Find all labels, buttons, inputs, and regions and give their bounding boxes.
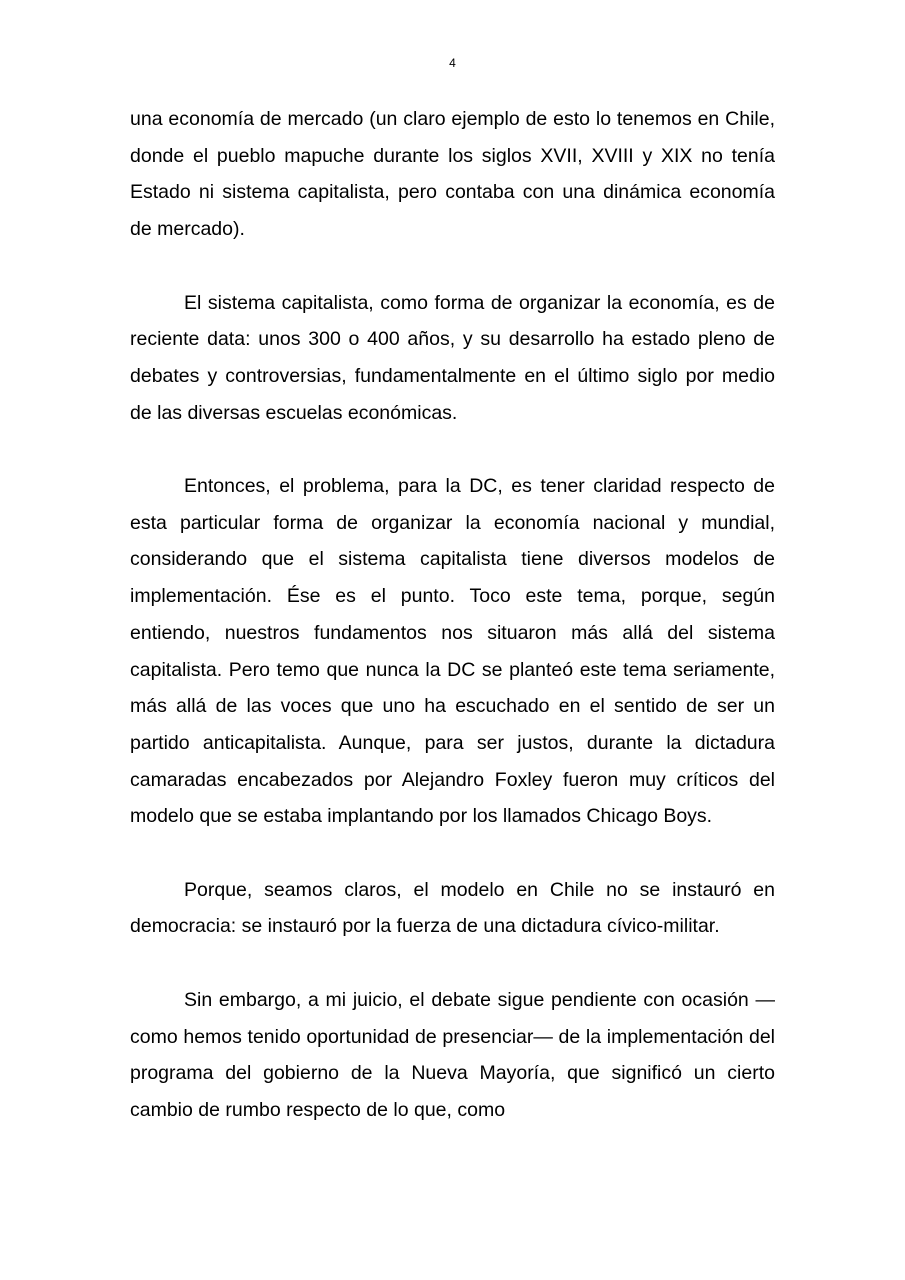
paragraph-5: Sin embargo, a mi juicio, el debate sigue pendiente con ocasión —como hemos tenido oportunidad de presenciar— de la implementación del programa del gobierno de la Nueva Mayoría, que significó un cierto cambio de rumbo respecto de lo que, como xyxy=(130,988,775,1121)
paragraph-2: El sistema capitalista, como forma de organizar la economía, es de reciente data: unos 300 o 400 años, y su desarrollo ha estado pleno de debates y controversias, fundamentalmente en el último siglo por medio de las diversas escuelas económicas. xyxy=(130,291,775,424)
page-number: 4 xyxy=(449,56,456,70)
body-text xyxy=(130,101,775,1165)
paragraph-3: Entonces, el problema, para la DC, es tener claridad respecto de esta particular forma de organizar la economía nacional y mundial, considerando que el sistema capitalista tiene diversos modelos de implementación. Ése es el punto. Toco este tema, porque, según entiendo, nuestros fundamentos nos situaron más allá del sistema capitalista. Pero temo que nunca la DC se planteó este tema seriamente, más allá de las voces que uno ha escuchado en el sentido de ser un partido anticapitalista. Aunque, para ser justos, durante la dictadura camaradas encabezados por Alejandro Foxley fueron muy críticos del modelo que se estaba implantando por los llamados Chicago Boys. xyxy=(130,475,775,828)
paragraph-4: Porque, seamos claros, el modelo en Chile no se instauró en democracia: se instauró por la fuerza de una dictadura cívico-militar. xyxy=(130,878,775,938)
paragraph-1: una economía de mercado (un claro ejemplo de esto lo tenemos en Chile, donde el pueblo mapuche durante los siglos XVII, XVIII y XIX no tenía Estado ni sistema capitalista, pero contaba con una dinámica economía de mercado). xyxy=(130,108,775,241)
